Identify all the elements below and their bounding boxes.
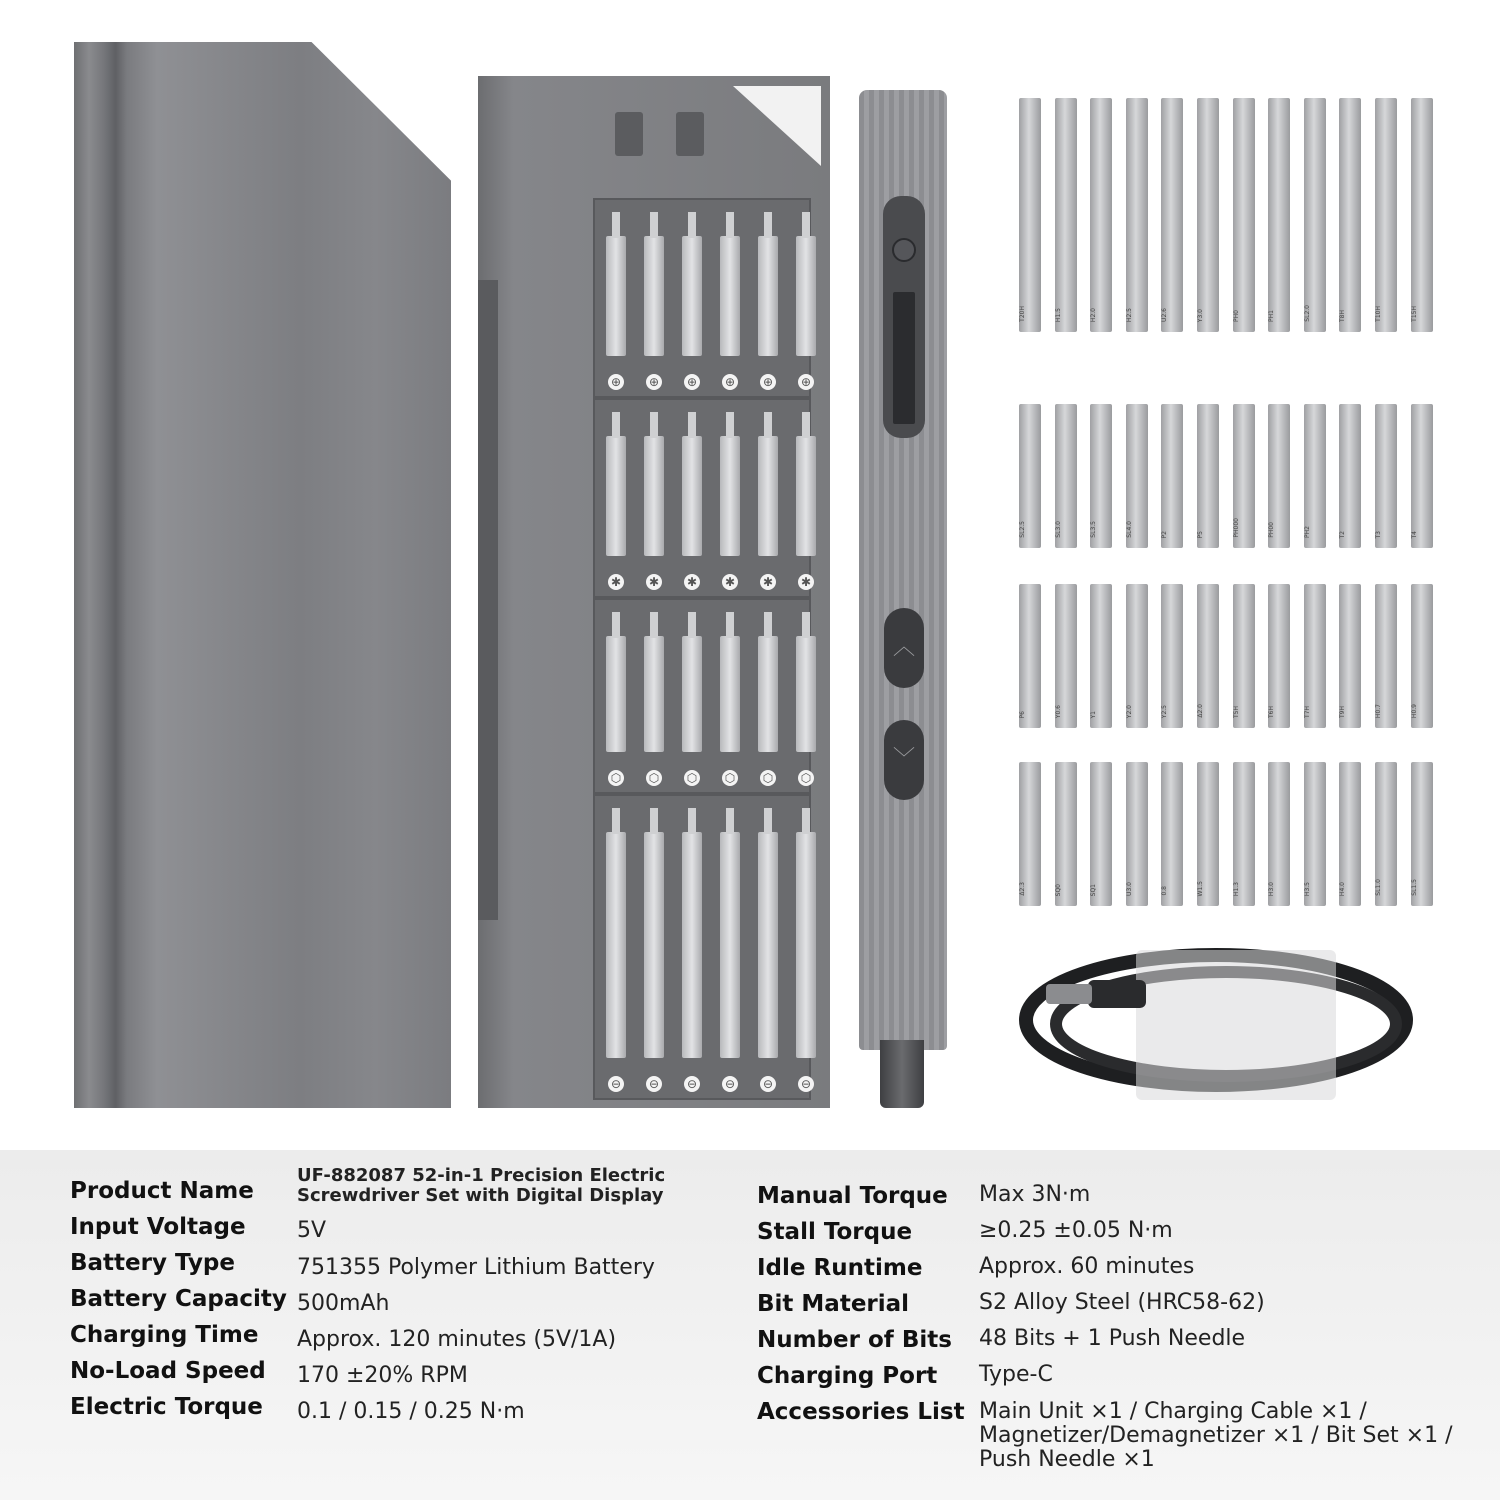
loose-bit (1233, 584, 1255, 728)
spec-label: Number of Bits (757, 1327, 952, 1353)
loose-bit (1268, 404, 1290, 548)
loose-bit (1161, 584, 1183, 728)
bit-size-label: H0.9 (1410, 703, 1418, 718)
loose-bit (1090, 404, 1112, 548)
loose-bit (1019, 404, 1041, 548)
case-bit-tip (764, 412, 772, 438)
bit-size-label: Y1 (1090, 710, 1098, 718)
loose-bit (1197, 98, 1219, 332)
case-bit (796, 832, 816, 1058)
spec-label: Battery Capacity (70, 1286, 287, 1312)
digital-display (893, 292, 915, 424)
spec-label: Idle Runtime (757, 1255, 923, 1281)
bit-type-icon: ⊕ (608, 374, 624, 390)
case-bit (720, 832, 740, 1058)
case-bit (758, 832, 778, 1058)
bit-size-label: T15H (1410, 306, 1418, 322)
case-bit (682, 236, 702, 356)
spec-label: Stall Torque (757, 1219, 913, 1245)
bit-type-icon: ⬡ (684, 770, 700, 786)
case-bit (796, 436, 816, 556)
spec-value: ≥0.25 ±0.05 N·m (979, 1218, 1173, 1243)
loose-bit (1304, 584, 1326, 728)
bit-size-label: Y0.6 (1054, 704, 1062, 718)
bit-size-label: P2 (1161, 530, 1169, 538)
bit-size-label: SL3.5 (1090, 521, 1098, 538)
bit-size-label: PH2 (1303, 526, 1311, 538)
bit-size-label: SL4.0 (1125, 521, 1133, 538)
spec-label: Manual Torque (757, 1183, 948, 1209)
bit-type-icon: ⊕ (684, 374, 700, 390)
spec-value: 5V (297, 1218, 327, 1243)
case-bit (720, 636, 740, 752)
loose-bit (1055, 98, 1077, 332)
bit-size-label: T6H (1268, 706, 1276, 718)
bit-size-label: T3 (1375, 530, 1382, 538)
bit-size-label: T5H (1232, 706, 1240, 718)
case-bit-tip (612, 808, 620, 834)
case-bit (606, 236, 626, 356)
case-bit-tip (688, 212, 696, 238)
bit-size-label: Y2.5 (1161, 704, 1169, 718)
loose-bit (1233, 762, 1255, 906)
bit-type-icon: ⊕ (798, 374, 814, 390)
case-bit-tip (650, 212, 658, 238)
spec-label: Accessories List (757, 1399, 965, 1425)
case-bit-tip (688, 412, 696, 438)
case-slot (615, 112, 643, 156)
case-bit (644, 236, 664, 356)
loose-bit (1019, 762, 1041, 906)
bit-type-icon: ✱ (646, 574, 662, 590)
loose-bit (1090, 584, 1112, 728)
bit-size-label: H1.5 (1054, 307, 1062, 322)
bit-size-label: H4.0 (1339, 881, 1347, 896)
spec-label: Bit Material (757, 1291, 910, 1317)
bit-size-label: H1.3 (1232, 881, 1240, 896)
spec-value: 48 Bits + 1 Push Needle (979, 1326, 1246, 1351)
bit-size-label: PH0 (1232, 310, 1240, 322)
case-bit (758, 236, 778, 356)
bit-size-label: Δ2.0 (1197, 704, 1204, 718)
case-bit-tip (612, 412, 620, 438)
case-bit (606, 636, 626, 752)
loose-bit (1019, 98, 1041, 332)
bit-size-label: T8H (1339, 310, 1347, 322)
loose-bit (1411, 404, 1433, 548)
spec-label: Charging Port (757, 1363, 938, 1389)
loose-bit (1055, 584, 1077, 728)
spec-label: Electric Torque (70, 1394, 263, 1420)
bit-size-label: H0.7 (1375, 703, 1382, 718)
case-bit-tip (764, 212, 772, 238)
case-bit-tip (802, 612, 810, 638)
loose-bit (1411, 762, 1433, 906)
bit-size-label: T4 (1410, 530, 1418, 538)
loose-bit (1268, 584, 1290, 728)
loose-bit (1126, 762, 1148, 906)
bit-size-label: SQ1 (1090, 883, 1098, 896)
bit-size-label: U3.0 (1125, 882, 1133, 896)
case-bit-tip (612, 612, 620, 638)
spec-value: 170 ±20% RPM (297, 1363, 468, 1388)
loose-bit (1161, 762, 1183, 906)
case-side-edge (478, 280, 498, 920)
spec-label: No-Load Speed (70, 1358, 266, 1384)
bit-type-icon: ⊖ (646, 1076, 662, 1092)
case-bit-tip (764, 612, 772, 638)
bit-type-icon: ✱ (608, 574, 624, 590)
bit-size-label: H3.5 (1303, 881, 1311, 896)
bit-size-label: SQ0 (1054, 883, 1062, 896)
spec-label: Product Name (70, 1178, 254, 1204)
case-bit (644, 436, 664, 556)
case-bit (606, 436, 626, 556)
loose-bit (1304, 404, 1326, 548)
bit-type-icon: ⊖ (798, 1076, 814, 1092)
bit-type-icon: ✱ (722, 574, 738, 590)
bit-size-label: Δ2.3 (1019, 882, 1026, 896)
case-bit-tip (650, 808, 658, 834)
case-bit (796, 636, 816, 752)
spec-value: Approx. 120 minutes (5V/1A) (297, 1327, 617, 1352)
bit-size-label: 0.8 (1161, 886, 1169, 896)
loose-bit (1019, 584, 1041, 728)
case-bit-tip (726, 808, 734, 834)
bit-type-icon: ✱ (798, 574, 814, 590)
bit-size-label: SL1.0 (1375, 879, 1382, 896)
spec-value: Max 3N·m (979, 1182, 1091, 1207)
loose-bit (1268, 762, 1290, 906)
bit-size-label: Y2.0 (1125, 704, 1133, 718)
loose-bit (1339, 404, 1361, 548)
loose-bit (1090, 762, 1112, 906)
bit-type-icon: ⬡ (608, 770, 624, 786)
usb-c-cable (1016, 940, 1416, 1100)
bit-type-icon: ⊖ (722, 1076, 738, 1092)
loose-bit (1161, 404, 1183, 548)
case-bit-tip (688, 808, 696, 834)
case-bit (682, 832, 702, 1058)
bit-size-label: PH000 (1232, 518, 1240, 538)
bit-size-label: T2 (1339, 530, 1347, 538)
case-bit (796, 236, 816, 356)
loose-bit (1339, 762, 1361, 906)
loose-bit (1126, 584, 1148, 728)
case-bit (758, 636, 778, 752)
bit-size-label: PH1 (1268, 310, 1276, 322)
bit-type-icon: ⊕ (722, 374, 738, 390)
bit-type-icon: ⬡ (760, 770, 776, 786)
case-bit-tip (802, 212, 810, 238)
loose-bit (1197, 584, 1219, 728)
spec-value: 0.1 / 0.15 / 0.25 N·m (297, 1399, 525, 1424)
loose-bit (1055, 404, 1077, 548)
bit-size-label: SL3.0 (1054, 521, 1062, 538)
case-bit (720, 436, 740, 556)
bit-size-label: H2.0 (1090, 307, 1098, 322)
case-bit-tip (650, 612, 658, 638)
spec-label: Charging Time (70, 1322, 259, 1348)
loose-bit (1126, 98, 1148, 332)
case-bit (682, 636, 702, 752)
case-lid (74, 42, 451, 1108)
loose-bit (1375, 404, 1397, 548)
bit-type-icon: ✱ (684, 574, 700, 590)
spec-value: Main Unit ×1 / Charging Cable ×1 / Magnetizer/Demagnetizer ×1 / Bit Set ×1 / Push Needle ×1 (979, 1399, 1453, 1472)
case-bit-tip (802, 412, 810, 438)
spec-value: UF-882087 52-in-1 Precision Electric Screwdriver Set with Digital Display (297, 1165, 666, 1206)
loose-bit (1233, 98, 1255, 332)
case-bit (758, 436, 778, 556)
loose-bit (1197, 404, 1219, 548)
case-bit-tip (726, 612, 734, 638)
bit-type-icon: ⬡ (798, 770, 814, 786)
case-bit (606, 832, 626, 1058)
bit-size-label: H3.0 (1268, 881, 1276, 896)
case-bit-tip (726, 212, 734, 238)
case-bit (720, 236, 740, 356)
loose-bit (1233, 404, 1255, 548)
case-bit (644, 636, 664, 752)
spec-value: 751355 Polymer Lithium Battery (297, 1255, 655, 1280)
spec-label: Battery Type (70, 1250, 235, 1276)
bit-size-label: SL2.5 (1019, 521, 1026, 538)
chevron-down-icon: ﹀ (884, 720, 924, 800)
chevron-up-icon: ︿ (884, 608, 924, 688)
screwdriver-chuck (880, 1040, 924, 1108)
bit-size-label: SL1.5 (1410, 879, 1418, 896)
loose-bit (1411, 98, 1433, 332)
case-bit-tip (726, 412, 734, 438)
bit-type-icon: ⊕ (760, 374, 776, 390)
bit-size-label: P5 (1197, 530, 1204, 538)
bit-size-label: P6 (1019, 710, 1026, 718)
bit-size-label: U2.6 (1161, 308, 1169, 322)
loose-bit (1339, 98, 1361, 332)
loose-bit (1304, 98, 1326, 332)
loose-bit (1411, 584, 1433, 728)
loose-bit (1197, 762, 1219, 906)
loose-bit (1268, 98, 1290, 332)
case-bit-tip (764, 808, 772, 834)
bit-type-icon: ✱ (760, 574, 776, 590)
case-bit-tip (650, 412, 658, 438)
loose-bit (1375, 98, 1397, 332)
bit-type-icon: ⊖ (684, 1076, 700, 1092)
bit-size-label: T7H (1303, 706, 1311, 718)
loose-bit (1304, 762, 1326, 906)
bit-size-label: T9H (1339, 706, 1347, 718)
case-bit-tip (802, 808, 810, 834)
spec-label: Input Voltage (70, 1214, 246, 1240)
bit-size-label: H2.5 (1125, 307, 1133, 322)
loose-bit (1161, 98, 1183, 332)
loose-bit (1375, 762, 1397, 906)
bit-type-icon: ⊕ (646, 374, 662, 390)
power-icon (892, 238, 916, 262)
loose-bit (1126, 404, 1148, 548)
loose-bit (1090, 98, 1112, 332)
bit-size-label: T20H (1019, 306, 1026, 322)
loose-bit (1375, 584, 1397, 728)
bit-type-icon: ⬡ (722, 770, 738, 786)
case-slot (676, 112, 704, 156)
bit-type-icon: ⬡ (646, 770, 662, 786)
case-bit-tip (612, 212, 620, 238)
spec-value: Approx. 60 minutes (979, 1254, 1195, 1279)
case-bit (682, 436, 702, 556)
bit-size-label: PH00 (1268, 522, 1276, 538)
spec-value: Type-C (979, 1362, 1053, 1387)
spec-value: S2 Alloy Steel (HRC58-62) (979, 1290, 1265, 1315)
case-bit-tip (688, 612, 696, 638)
bit-size-label: Y3.0 (1197, 308, 1204, 322)
bit-type-icon: ⊖ (760, 1076, 776, 1092)
case-bit (644, 832, 664, 1058)
bit-type-icon: ⊖ (608, 1076, 624, 1092)
bit-size-label: T10H (1375, 306, 1382, 322)
spec-value: 500mAh (297, 1291, 390, 1316)
bit-size-label: W1.5 (1197, 880, 1204, 896)
bit-size-label: SL2.0 (1303, 305, 1311, 322)
loose-bit (1339, 584, 1361, 728)
loose-bit (1055, 762, 1077, 906)
